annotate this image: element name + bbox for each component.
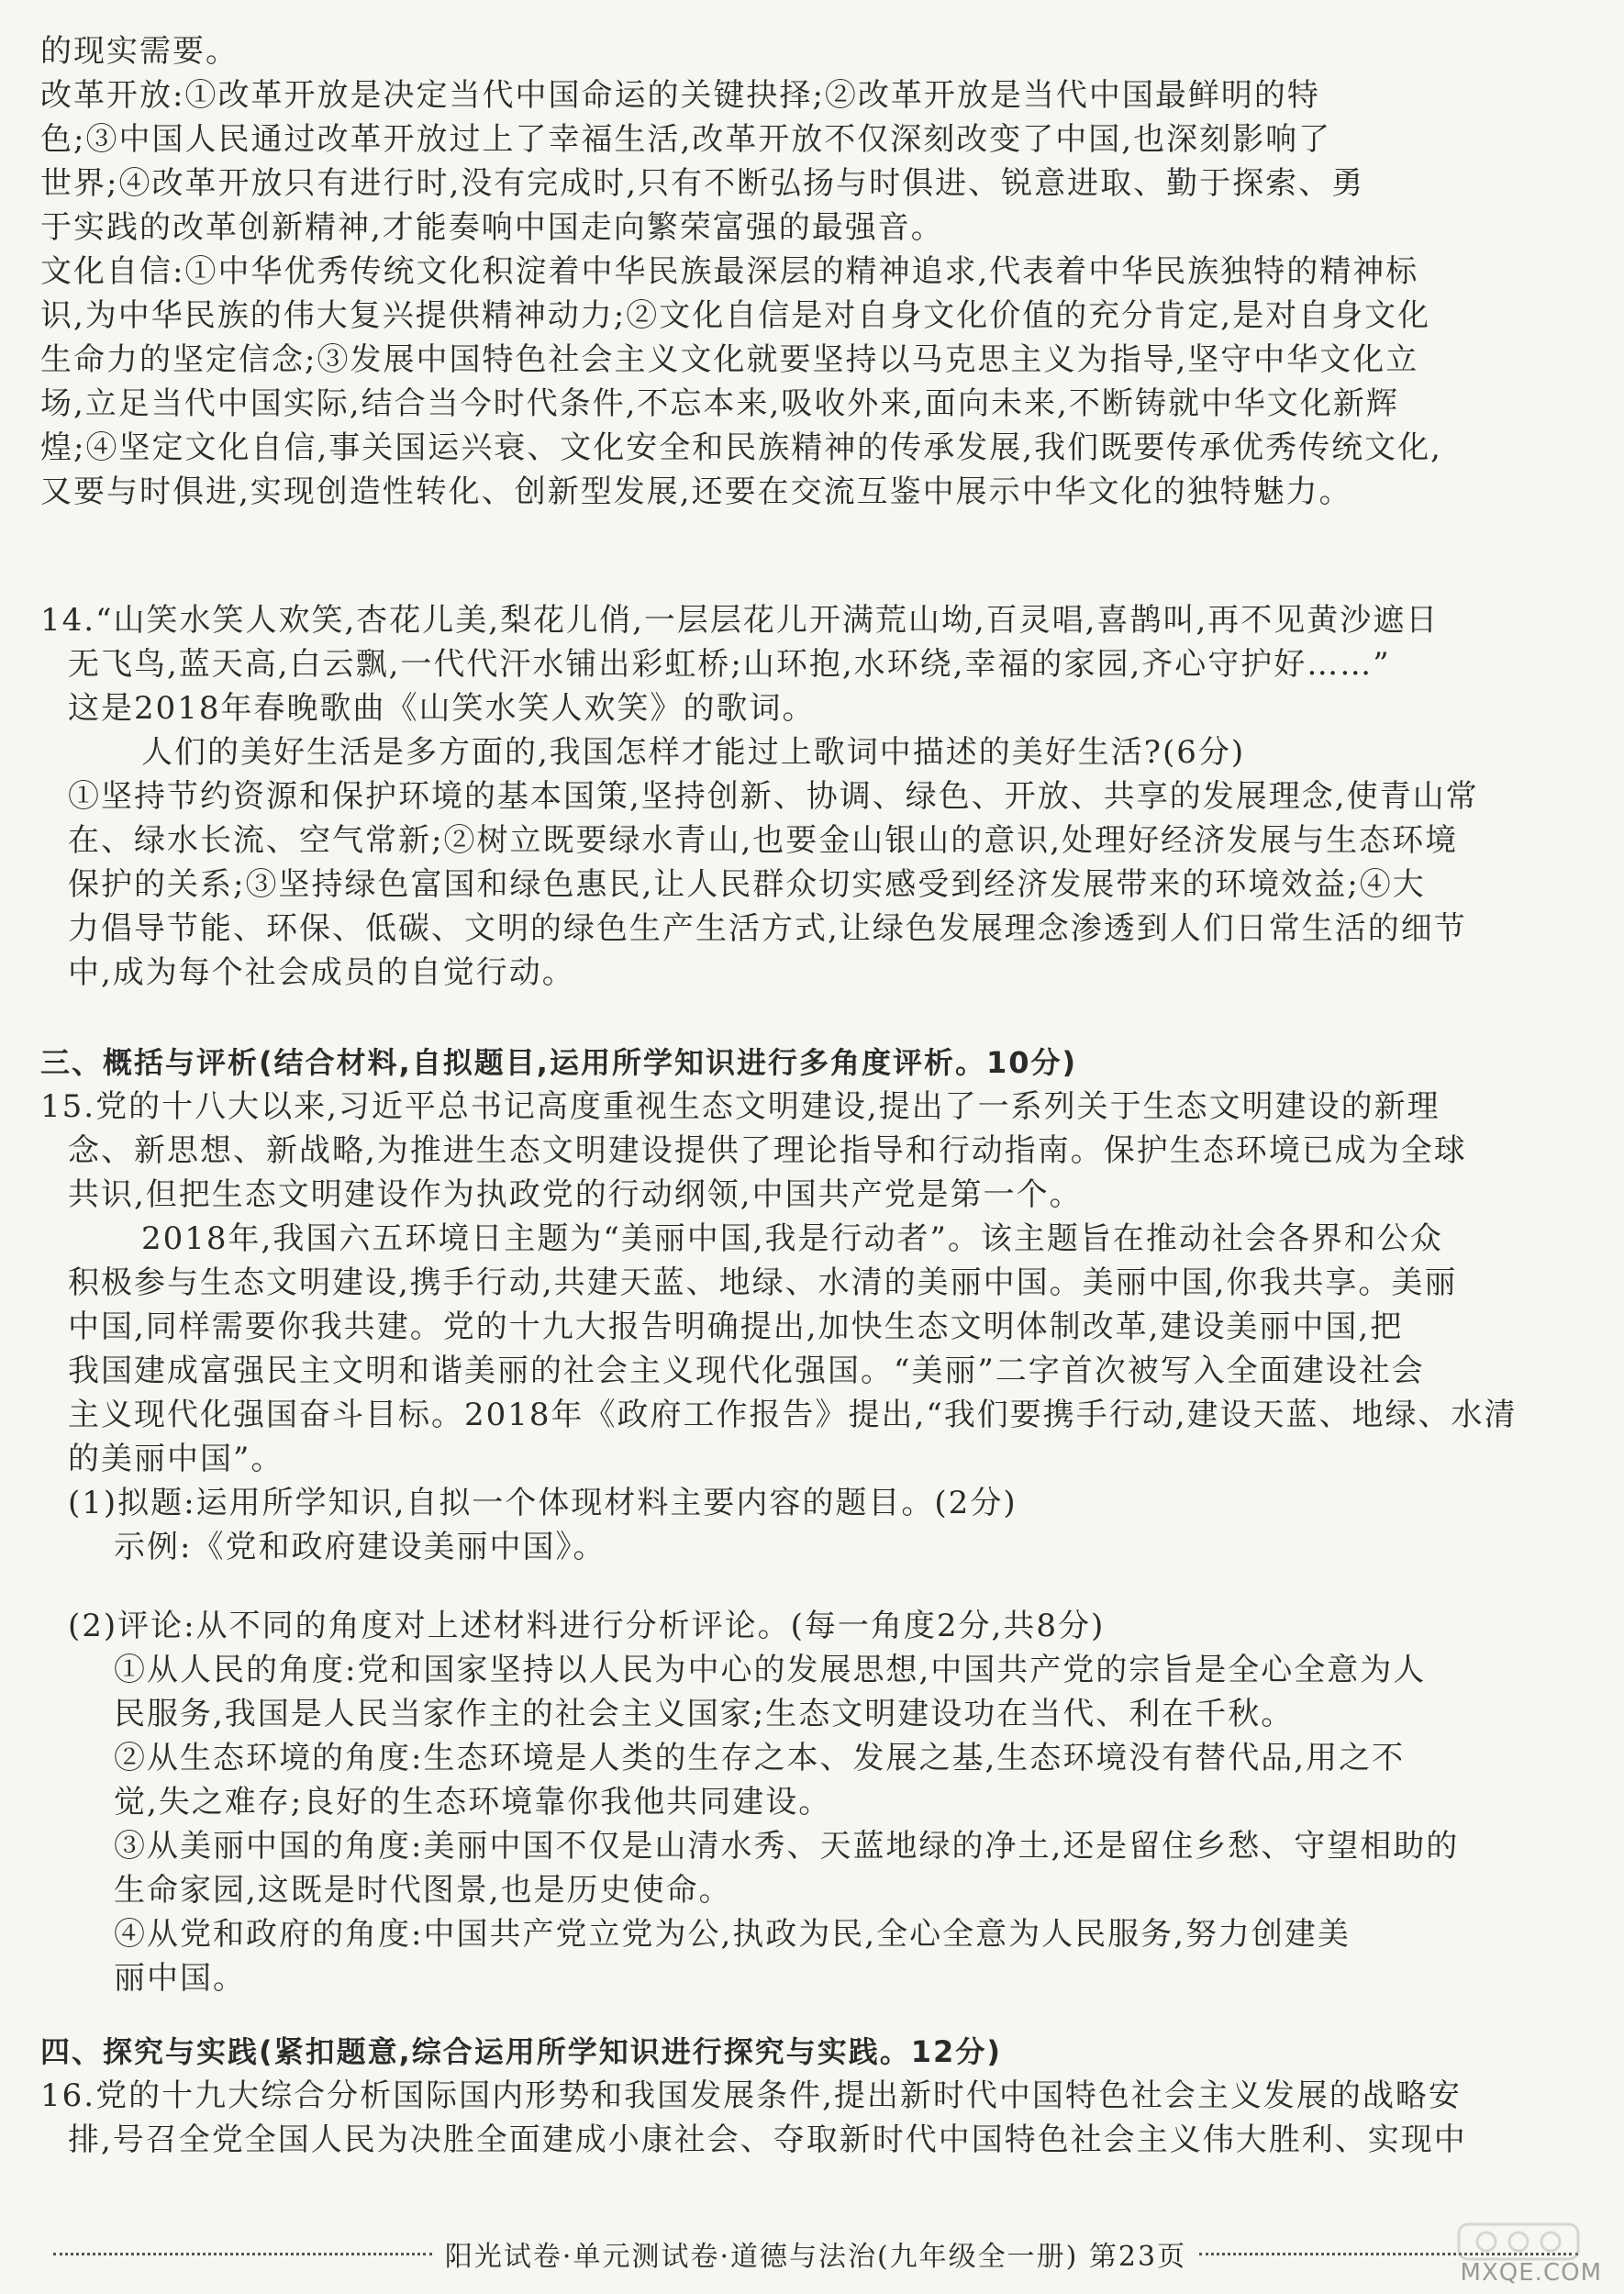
text-line: 场,立足当代中国实际,结合当今时代条件,不忘本来,吸收外来,面向未来,不断铸就中华文化新辉 [40, 385, 1399, 422]
text-line: 2018年,我国六五环境日主题为“美丽中国,我是行动者”。该主题旨在推动社会各界和公众 [141, 1220, 1443, 1257]
text-line: 保护的关系;③坚持绿色富国和绿色惠民,让人民群众切实感受到经济发展带来的环境效益;④大 [68, 866, 1426, 903]
text-line: ④从党和政府的角度:中国共产党立党为公,执政为民,全心全意为人民服务,努力创建美 [114, 1916, 1351, 1953]
section-header: 三、概括与评析(结合材料,自拟题目,运用所学知识进行多角度评析。10分) [40, 1045, 1078, 1080]
text-line: 民服务,我国是人民当家作主的社会主义国家;生态文明建设功在当代、利在千秋。 [114, 1696, 1295, 1732]
sub-answer-1: 示例:《党和政府建设美丽中国》。 [114, 1529, 606, 1565]
sub-question-2: (2)评论:从不同的角度对上述材料进行分析评论。(每一角度2分,共8分) [68, 1608, 1106, 1644]
text-line: 生命力的坚定信念;③发展中国特色社会主义文化就要坚持以马克思主义为指导,坚守中华文化立 [40, 341, 1419, 378]
text-line: 于实践的改革创新精神,才能奏响中国走向繁荣富强的最强音。 [40, 209, 944, 246]
text-line: 煌;④坚定文化自信,事关国运兴衰、文化安全和民族精神的传承发展,我们既要传承优秀传统文化, [40, 429, 1442, 466]
text-line: 的美丽中国”。 [68, 1441, 284, 1477]
question-14 [40, 598, 1582, 995]
text-line: 又要与时俱进,实现创造性转化、创新型发展,还要在交流互鉴中展示中华文化的独特魅力。 [40, 473, 1352, 510]
text-line: 这是2018年春晚歌曲《山笑水笑人欢笑》的歌词。 [68, 690, 816, 727]
text-line: 主义现代化强国奋斗目标。2018年《政府工作报告》提出,“我们要携手行动,建设天蓝、地绿、水清 [68, 1397, 1518, 1433]
text-line: 世界;④改革开放只有进行时,没有完成时,只有不断弘扬与时俱进、锐意进取、勤于探索、勇 [40, 165, 1365, 202]
text-line: ①从人民的角度:党和国家坚持以人民为中心的发展思想,中国共产党的宗旨是全心全意为人 [114, 1652, 1427, 1688]
text-line: 改革开放:①改革开放是决定当代中国命运的关键抉择;②改革开放是当代中国最鲜明的特 [40, 77, 1320, 114]
text-line: 无飞鸟,蓝天高,白云飘,一代代汗水铺出彩虹桥;山环抱,水环绕,幸福的家园,齐心守护好……” [68, 646, 1391, 683]
text-line: 识,为中华民族的伟大复兴提供精神动力;②文化自信是对自身文化价值的充分肯定,是对自身文化 [40, 297, 1431, 334]
text-line: 我国建成富强民主文明和谐美丽的社会主义现代化强国。“美丽”二字首次被写入全面建设社会 [68, 1353, 1425, 1389]
text-line: 力倡导节能、环保、低碳、文明的绿色生产生活方式,让绿色发展理念渗透到人们日常生活的细节 [68, 910, 1467, 947]
text-line: 14.“山笑水笑人欢笑,杏花儿美,梨花儿俏,一层层花儿开满荒山坳,百灵唱,喜鹊叫,再不见黄沙遮日 [40, 602, 1440, 639]
text-line: 15.党的十八大以来,习近平总书记高度重视生态文明建设,提出了一系列关于生态文明建设的新理 [40, 1088, 1440, 1125]
section-4 [40, 2030, 1582, 2162]
answer-block-reform-culture [40, 29, 1582, 514]
footer-title: 阳光试卷·单元测试卷·道德与法治(九年级全一册) 第23页 [444, 2241, 1187, 2273]
text-line: 丽中国。 [114, 1960, 246, 1997]
text-line: 在、绿水长流、空气常新;②树立既要绿水青山,也要金山银山的意识,处理好经济发展与生态环境 [68, 822, 1459, 859]
text-line: 16.党的十九大综合分析国际国内形势和我国发展条件,提出新时代中国特色社会主义发展的战略安 [40, 2077, 1462, 2114]
text-line: 觉,失之难存;良好的生态环境靠你我他共同建设。 [114, 1784, 832, 1821]
text-line: ②从生态环境的角度:生态环境是人类的生存之本、发展之基,生态环境没有替代品,用之不 [114, 1740, 1406, 1776]
text-line: ③从美丽中国的角度:美丽中国不仅是山清水秀、天蓝地绿的净土,还是留住乡愁、守望相助的 [114, 1828, 1460, 1865]
text-line: 排,号召全党全国人民为决胜全面建成小康社会、夺取新时代中国特色社会主义伟大胜利、实现中 [68, 2121, 1467, 2158]
text-line: 的现实需要。 [40, 33, 239, 70]
text-line: 文化自信:①中华优秀传统文化积淀着中华民族最深层的精神追求,代表着中华民族独特的精神标 [40, 253, 1419, 290]
text-line: 积极参与生态文明建设,携手行动,共建天蓝、地绿、水清的美丽中国。美丽中国,你我共享。美丽 [68, 1264, 1458, 1301]
text-line: 色;③中国人民通过改革开放过上了幸福生活,改革开放不仅深刻改变了中国,也深刻影响了 [40, 121, 1332, 158]
text-line: 念、新思想、新战略,为推进生态文明建设提供了理论指导和行动指南。保护生态环境已成为全球 [68, 1132, 1467, 1169]
section-header: 四、探究与实践(紧扣题意,综合运用所学知识进行探究与实践。12分) [40, 2034, 1002, 2069]
page-footer [40, 2235, 1591, 2272]
text-line: ①坚持节约资源和保护环境的基本国策,坚持创新、协调、绿色、开放、共享的发展理念,使青山常 [68, 778, 1479, 815]
text-line: 中国,同样需要你我共建。党的十九大报告明确提出,加快生态文明体制改革,建设美丽中国,把 [68, 1308, 1404, 1345]
question-15-part-2 [40, 1604, 1582, 2000]
text-line: 中,成为每个社会成员的自觉行动。 [68, 954, 575, 991]
text-line: 共识,但把生态文明建设作为执政党的行动纲领,中国共产党是第一个。 [68, 1176, 1083, 1213]
footer-divider [53, 2253, 432, 2255]
question-prompt: 人们的美好生活是多方面的,我国怎样才能过上歌词中描述的美好生活?(6分) [141, 734, 1246, 771]
sub-question-1: (1)拟题:运用所学知识,自拟一个体现材料主要内容的题目。(2分) [68, 1485, 1018, 1521]
text-line: 生命家园,这既是时代图景,也是历史使命。 [114, 1872, 732, 1909]
watermark-text: MXQE.COM [1460, 2259, 1602, 2287]
section-3 [40, 1041, 1582, 1569]
